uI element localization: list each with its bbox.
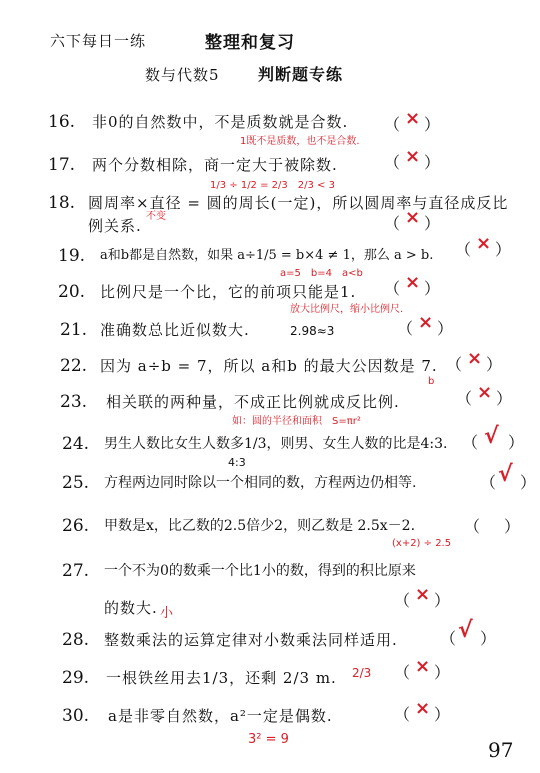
answer-paren-open: （ — [394, 663, 411, 682]
question-text: a是非零自然数，a²一定是偶数. — [108, 707, 333, 725]
question-text-line2: 的数大. — [104, 599, 158, 617]
answer-paren-close: ） — [434, 705, 451, 724]
question-number: 22. — [60, 356, 88, 376]
teacher-note: b — [428, 376, 435, 387]
answer-paren-close: ） — [424, 279, 441, 298]
answer-paren-open: （ — [384, 115, 401, 134]
answer-paren-open: （ — [462, 433, 479, 452]
answer-paren-open: （ — [455, 240, 472, 259]
question-number: 16. — [48, 112, 76, 132]
answer-mark: √ — [484, 424, 499, 449]
answer-paren-open: （ — [394, 591, 411, 610]
question-text: 一个不为0的数乘一个比1小的数，得到的积比原来 — [104, 563, 416, 579]
answer-paren-close: ） — [496, 389, 513, 408]
answer-paren-open: （ — [384, 214, 401, 233]
type-title: 判断题专练 — [258, 65, 344, 84]
question-number: 27. — [62, 561, 90, 581]
answer-mark: × — [405, 272, 421, 293]
answer-paren-open: （ — [440, 629, 457, 648]
question-text: a和b都是自然数，如果 a÷1/5 = b×4 ≠ 1，那么 a > b. — [100, 248, 434, 263]
question-text: 圆周率×直径 = 圆的周长(一定)，所以圆周率与直径成反比 — [88, 194, 509, 212]
question-number: 29. — [62, 668, 90, 688]
question-text: 方程两边同时除以一个相同的数，方程两边仍相等. — [104, 475, 417, 491]
answer-paren-close: ） — [434, 663, 451, 682]
teacher-note-example: 2.98≈3 — [290, 324, 335, 338]
page-number: 97 — [488, 738, 514, 762]
question-number: 25. — [62, 473, 90, 493]
teacher-note: a=5 b=4 a<b — [280, 268, 363, 279]
teacher-note: 4:3 — [228, 456, 246, 469]
answer-paren-close: ） — [480, 629, 497, 648]
answer-mark: × — [477, 382, 493, 403]
question-text: 甲数是x，比乙数的2.5倍少2，则乙数是 2.5x－2. — [104, 518, 416, 534]
answer-mark: × — [415, 584, 431, 605]
question-text: 一根铁丝用去1/3，还剩 2/3 m. — [106, 669, 337, 687]
answer-mark: √ — [458, 618, 473, 643]
answer-mark: × — [405, 108, 421, 129]
question-text-line2: 例关系. — [88, 217, 142, 235]
answer-mark: × — [418, 312, 434, 333]
question-text: 整数乘法的运算定律对小数乘法同样适用. — [104, 631, 398, 649]
topic-title: 数与代数5 — [145, 66, 220, 84]
teacher-note: (x+2) ÷ 2.5 — [392, 538, 452, 549]
question-text: 男生人数比女生人数多1/3，则男、女生人数的比是4:3. — [104, 436, 448, 452]
answer-paren-open: （ — [394, 705, 411, 724]
answer-paren-open: （ — [456, 389, 473, 408]
question-text: 相关联的两种量，不成正比例就成反比例. — [106, 393, 400, 411]
answer-mark: × — [405, 207, 421, 228]
teacher-note: 2/3 — [352, 666, 372, 680]
answer-mark: × — [415, 698, 431, 719]
answer-paren-close: ） — [486, 355, 503, 374]
answer-paren-close: ） — [504, 517, 521, 536]
answer-paren-open: （ — [446, 355, 463, 374]
answer-paren-close: ） — [508, 433, 525, 452]
question-text: 非0的自然数中，不是质数就是合数. — [92, 113, 349, 131]
question-text: 准确数总比近似数大. — [100, 321, 250, 339]
answer-mark: × — [415, 656, 431, 677]
answer-paren-close: ） — [434, 591, 451, 610]
question-number: 20. — [58, 282, 86, 302]
question-number: 28. — [62, 630, 90, 650]
question-number: 24. — [62, 434, 90, 454]
teacher-note: 如：圆的半径和面积 S=πr² — [232, 416, 361, 427]
question-text: 比例尺是一个比，它的前项只能是1. — [100, 283, 357, 301]
teacher-note: 不变 — [146, 211, 166, 222]
answer-paren-close: ） — [424, 153, 441, 172]
answer-paren-close: ） — [437, 319, 454, 338]
question-text: 两个分数相除，商一定大于被除数. — [92, 156, 338, 174]
answer-paren-close: ） — [520, 473, 537, 492]
answer-mark: × — [476, 233, 492, 254]
question-number: 26. — [62, 516, 90, 536]
teacher-note: 1既不是质数，也不是合数. — [240, 136, 360, 147]
series-title: 六下每日一练 — [50, 32, 147, 50]
question-number: 17. — [48, 155, 76, 175]
answer-paren-close: ） — [424, 115, 441, 134]
question-number: 18. — [48, 193, 76, 213]
question-number: 23. — [60, 392, 88, 412]
answer-paren-open: （ — [397, 319, 414, 338]
answer-paren-open: （ — [384, 153, 401, 172]
question-number: 30. — [62, 706, 90, 726]
unit-title: 整理和复习 — [205, 33, 295, 53]
answer-mark: × — [467, 348, 483, 369]
answer-paren-open: （ — [384, 279, 401, 298]
answer-paren-close: ） — [424, 214, 441, 233]
question-text: 因为 a÷b = 7，所以 a和b 的最大公因数是 7. — [100, 357, 438, 375]
teacher-note: 3² = 9 — [248, 732, 289, 747]
answer-paren-close: ） — [495, 240, 512, 259]
question-number: 21. — [60, 320, 88, 340]
answer-paren-open: （ — [480, 473, 497, 492]
teacher-note: 1/3 ÷ 1/2 = 2/3 2/3 < 3 — [210, 180, 335, 191]
teacher-note: 小 — [160, 606, 174, 621]
question-number: 19. — [58, 246, 86, 266]
answer-mark: √ — [498, 462, 513, 487]
answer-mark: × — [405, 146, 421, 167]
teacher-note: 放大比例尺，缩小比例尺. — [290, 304, 404, 315]
answer-paren-open: （ — [464, 517, 481, 536]
